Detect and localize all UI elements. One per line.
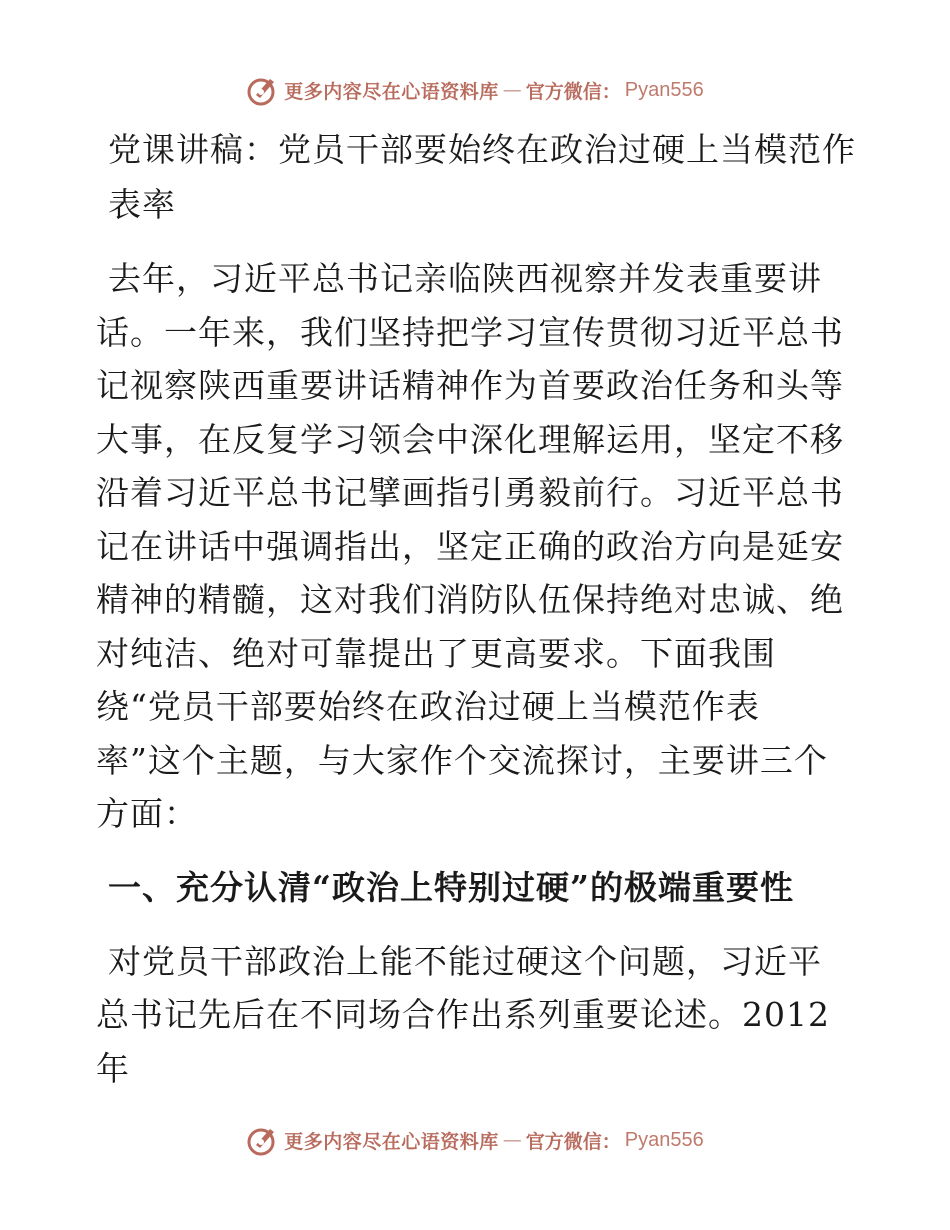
watermark-dash: — [502,1129,522,1151]
header-watermark [0,70,950,110]
paragraph-2 [96,935,858,1096]
paragraph-line: 总书记先后在不同场合作出系列重要论述。2012年 [96,995,830,1088]
watermark-dash: — [502,79,522,101]
watermark-official-label: 官方微信： [525,1130,621,1153]
paragraph-line: 记视察陕西重要讲话精神作为首要政治任务和头等 [96,366,844,405]
paragraph-line: 率”这个主题，与大家作个交流探讨，主要讲三个 [96,740,828,780]
paragraph-line: 大事，在反复学习领会中深化理解运用，坚定不移 [96,419,844,459]
paragraph-line: 绕“党员干部要始终在政治过硬上当模范作表 [96,687,760,726]
paragraph-line: 对纯洁、绝对可靠提出了更高要求。下面我围 [96,633,776,673]
watermark-wechat-id: Pyan556 [624,1128,704,1151]
watermark-wechat-id: Pyan556 [624,78,704,101]
paragraph-1 [96,252,858,841]
paragraph-line: 对党员干部政治上能不能过硬这个问题，习近平 [108,941,822,981]
paragraph-line: 记在讲话中强调指出，坚定正确的政治方向是延安 [96,526,844,566]
paragraph-line: 沿着习近平总书记擘画指引勇毅前行。习近平总书 [96,473,844,512]
watermark-official-label: 官方微信： [525,80,621,103]
footer-watermark [0,1120,950,1160]
pen-logo-icon [246,73,280,107]
watermark-main-text: 更多内容尽在心语资料库 [284,1130,499,1153]
document-title: 党课讲稿：党员干部要始终在政治过硬上当模范作表率 [108,130,856,224]
watermark-main-text: 更多内容尽在心语资料库 [284,80,499,103]
paragraph-line: 话。一年来，我们坚持把学习宣传贯彻习近平总书 [96,312,844,352]
pen-logo-icon [246,1123,280,1157]
paragraph-line: 方面： [96,794,198,833]
paragraph-line: 精神的精髓，这对我们消防队伍保持绝对忠诚、绝 [96,580,844,619]
document-body [96,122,858,1095]
paragraph-line: 去年，习近平总书记亲临陕西视察并发表重要讲 [108,259,822,298]
section-heading-1: 一、充分认清“政治上特别过硬”的极端重要性 [108,867,794,907]
